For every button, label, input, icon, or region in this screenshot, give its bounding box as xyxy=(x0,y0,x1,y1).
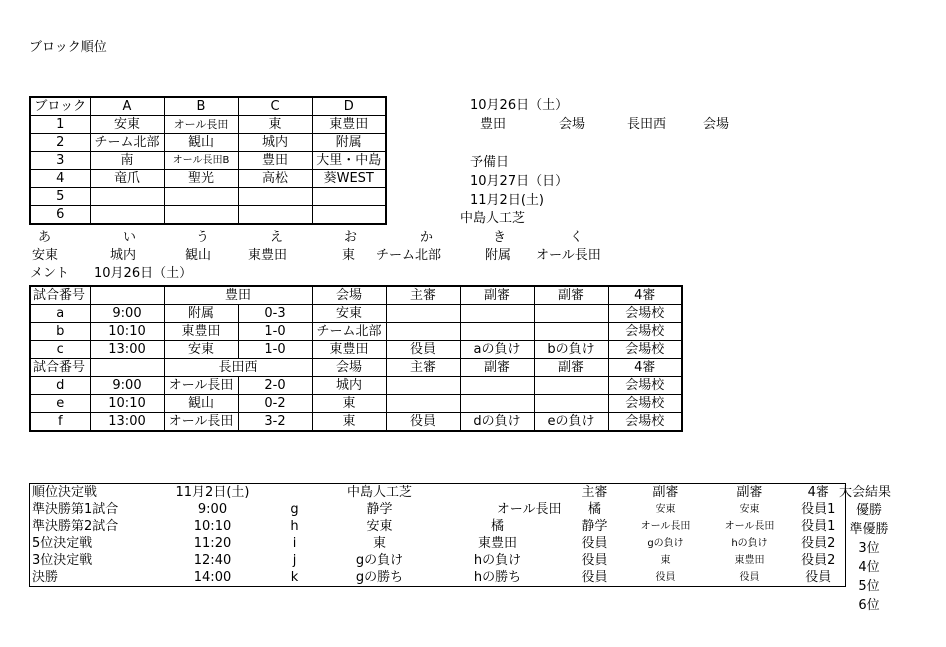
referee xyxy=(460,377,534,395)
match-name: 準決勝第2試合 xyxy=(32,519,119,534)
match-team: 城内 xyxy=(312,377,386,395)
match-name: 3位決定戦 xyxy=(32,553,93,568)
table-cell xyxy=(90,188,164,206)
table-row xyxy=(30,377,682,395)
match-time: 13:00 xyxy=(90,341,164,359)
referee: オール長田 xyxy=(724,521,775,532)
table-row xyxy=(30,518,846,535)
match-team: オール長田 xyxy=(496,502,562,517)
header-cell: 会場 xyxy=(312,359,386,377)
table-cell: 安東 xyxy=(90,116,164,134)
match-name: 決勝 xyxy=(32,570,59,585)
match-team: 安東 xyxy=(164,341,238,359)
match-team: 観山 xyxy=(164,395,238,413)
match-id: f xyxy=(30,413,90,432)
referee: bの負け xyxy=(534,341,608,359)
match-id: g xyxy=(290,502,299,517)
page-title: ブロック順位 xyxy=(29,40,107,55)
match-team: 附属 xyxy=(164,305,238,323)
match-team: gの負け xyxy=(355,553,404,568)
header-cell xyxy=(90,359,164,377)
results-title: 大会結果 xyxy=(839,485,892,500)
match-time: 9:00 xyxy=(197,502,228,517)
final-venue: 中島人工芝 xyxy=(460,211,526,226)
seed-label: え xyxy=(270,230,284,245)
table-cell: 城内 xyxy=(238,134,312,152)
table-cell: オール長田B xyxy=(164,152,238,170)
match-time: 9:00 xyxy=(90,377,164,395)
header-cell: 主審 xyxy=(581,485,608,500)
match-team: オール長田 xyxy=(164,413,238,432)
table-cell: 3 xyxy=(30,152,90,170)
match-score: 1-0 xyxy=(238,341,312,359)
match-time: 12:40 xyxy=(193,553,232,568)
referee: hの負け xyxy=(731,538,768,549)
table-cell: 聖光 xyxy=(164,170,238,188)
ranking-venue: 中島人工芝 xyxy=(346,485,412,500)
match-team: 東豊田 xyxy=(164,323,238,341)
table-row xyxy=(30,116,386,134)
referee: 役員2 xyxy=(801,553,836,568)
table-cell: 1 xyxy=(30,116,90,134)
referee: dの負け xyxy=(460,413,534,432)
referee: 安東 xyxy=(739,504,760,515)
header-cell: B xyxy=(164,97,238,116)
referee: 役員 xyxy=(805,570,832,585)
table-cell xyxy=(164,188,238,206)
table-row xyxy=(30,305,682,323)
table-cell: 6 xyxy=(30,206,90,225)
result-place: 5位 xyxy=(858,579,880,594)
table-cell: 南 xyxy=(90,152,164,170)
table-cell: 大里・中島 xyxy=(312,152,386,170)
venue-a: 豊田 xyxy=(480,117,507,132)
header-cell: 主審 xyxy=(386,359,460,377)
venue-b-suffix: 会場 xyxy=(703,117,730,132)
table-row xyxy=(30,552,846,569)
match-id: a xyxy=(30,305,90,323)
venue-name: 豊田 xyxy=(164,286,312,305)
referee: 役員 xyxy=(386,413,460,432)
referee: 役員 xyxy=(386,341,460,359)
table-row xyxy=(30,323,682,341)
match-team: 静学 xyxy=(366,502,393,517)
match-team: 橘 xyxy=(490,519,504,534)
referee: eの負け xyxy=(534,413,608,432)
ranking-date: 11月2日(土) xyxy=(175,485,250,500)
seed-label: う xyxy=(196,230,210,245)
seed-team: 附属 xyxy=(485,248,512,263)
header-cell: 4審 xyxy=(608,359,682,377)
table-row xyxy=(30,134,386,152)
header-cell: 副審 xyxy=(534,359,608,377)
match-table xyxy=(29,285,683,432)
seed-label: か xyxy=(420,230,434,245)
match-id: d xyxy=(30,377,90,395)
table-row xyxy=(30,395,682,413)
tournament-label: メント xyxy=(30,266,70,281)
referee: 会場校 xyxy=(608,377,682,395)
venue-name: 長田西 xyxy=(164,359,312,377)
seed-team: 安東 xyxy=(32,248,59,263)
header-cell: 副審 xyxy=(460,359,534,377)
table-cell: 附属 xyxy=(312,134,386,152)
seed-team: チーム北部 xyxy=(376,248,442,263)
table-row xyxy=(30,170,386,188)
seed-team: 東豊田 xyxy=(248,248,288,263)
result-place: 準優勝 xyxy=(849,522,889,537)
table-cell: チーム北部 xyxy=(90,134,164,152)
referee xyxy=(460,395,534,413)
header-cell: 4審 xyxy=(807,485,829,500)
referee: gの負け xyxy=(647,538,684,549)
date-label: 10月26日（土） xyxy=(470,98,569,113)
match-team: hの負け xyxy=(473,553,522,568)
result-place: 4位 xyxy=(858,560,880,575)
referee: aの負け xyxy=(460,341,534,359)
reserve-date: 11月2日(土) xyxy=(470,193,544,208)
header-cell: 試合番号 xyxy=(30,286,90,305)
match-team: gの勝ち xyxy=(355,570,404,585)
table-cell xyxy=(164,206,238,225)
table-row xyxy=(30,188,386,206)
seed-team: 観山 xyxy=(185,248,212,263)
seed-team: 東 xyxy=(342,248,356,263)
match-team: チーム北部 xyxy=(312,323,386,341)
header-cell: C xyxy=(238,97,312,116)
header-cell: 副審 xyxy=(534,286,608,305)
match-time: 10:10 xyxy=(193,519,232,534)
result-place: 3位 xyxy=(858,541,880,556)
ranking-header xyxy=(30,484,846,502)
result-place: 6位 xyxy=(858,598,880,613)
header-cell: 主審 xyxy=(386,286,460,305)
match-score: 2-0 xyxy=(238,377,312,395)
reserve-date: 10月27日（日） xyxy=(470,174,569,189)
match-score: 0-2 xyxy=(238,395,312,413)
table-cell: 2 xyxy=(30,134,90,152)
seed-label: い xyxy=(123,230,137,245)
seed-label: く xyxy=(570,230,584,245)
referee: 役員 xyxy=(581,536,608,551)
block-table xyxy=(29,96,387,225)
referee xyxy=(386,305,460,323)
header-cell xyxy=(90,286,164,305)
referee: 役員 xyxy=(655,572,676,583)
referee: 役員 xyxy=(581,553,608,568)
table-cell xyxy=(238,188,312,206)
referee: 役員1 xyxy=(801,502,836,517)
match-name: 準決勝第1試合 xyxy=(32,502,119,517)
match-id: k xyxy=(290,570,299,585)
referee xyxy=(386,323,460,341)
header-cell: 会場 xyxy=(312,286,386,305)
reserve-label: 予備日 xyxy=(470,155,510,170)
table-cell: 観山 xyxy=(164,134,238,152)
match-time: 14:00 xyxy=(193,570,232,585)
match-score: 3-2 xyxy=(238,413,312,432)
header-cell: 副審 xyxy=(652,485,679,500)
table-cell xyxy=(90,206,164,225)
table-row xyxy=(30,152,386,170)
match-team: 安東 xyxy=(366,519,393,534)
match-name: 5位決定戦 xyxy=(32,536,93,551)
table-cell: 竜爪 xyxy=(90,170,164,188)
table-cell xyxy=(312,188,386,206)
referee xyxy=(534,305,608,323)
match-team: 安東 xyxy=(312,305,386,323)
match-section-header xyxy=(30,359,682,377)
referee xyxy=(460,305,534,323)
seed-label: お xyxy=(344,230,358,245)
referee: 役員 xyxy=(581,570,608,585)
match-section-header xyxy=(30,286,682,305)
table-row xyxy=(30,569,846,587)
referee: 会場校 xyxy=(608,341,682,359)
match-team: 東 xyxy=(312,395,386,413)
referee: オール長田 xyxy=(640,521,691,532)
table-cell: 東豊田 xyxy=(312,116,386,134)
match-score: 1-0 xyxy=(238,323,312,341)
referee: 会場校 xyxy=(608,395,682,413)
match-id: i xyxy=(292,536,297,551)
table-cell xyxy=(312,206,386,225)
header-cell: ブロック xyxy=(30,97,90,116)
referee xyxy=(534,395,608,413)
seed-label: き xyxy=(493,230,507,245)
match-id: c xyxy=(30,341,90,359)
referee xyxy=(534,377,608,395)
referee: 役員1 xyxy=(801,519,836,534)
block-table-header xyxy=(30,97,386,116)
referee: 役員 xyxy=(739,572,760,583)
match-time: 9:00 xyxy=(90,305,164,323)
match-team: 東 xyxy=(312,413,386,432)
referee xyxy=(460,323,534,341)
venue-b: 長田西 xyxy=(627,117,667,132)
header-cell: 副審 xyxy=(736,485,763,500)
referee: 安東 xyxy=(655,504,676,515)
table-row xyxy=(30,535,846,552)
table-cell: 高松 xyxy=(238,170,312,188)
table-row xyxy=(30,206,386,225)
table-cell: オール長田 xyxy=(164,116,238,134)
referee xyxy=(386,377,460,395)
referee: 静学 xyxy=(581,519,608,534)
header-cell: 試合番号 xyxy=(30,359,90,377)
seed-team: オール長田 xyxy=(536,248,601,263)
ranking-title: 順位決定戦 xyxy=(32,485,98,500)
referee: 会場校 xyxy=(608,413,682,432)
table-cell: 東 xyxy=(238,116,312,134)
referee: 橘 xyxy=(587,502,601,517)
referee xyxy=(386,395,460,413)
seed-team: 城内 xyxy=(110,248,137,263)
match-time: 13:00 xyxy=(90,413,164,432)
table-cell: 葵WEST xyxy=(312,170,386,188)
match-id: h xyxy=(290,519,299,534)
header-cell: D xyxy=(312,97,386,116)
match-team: hの勝ち xyxy=(473,570,522,585)
match-id: e xyxy=(30,395,90,413)
result-place: 優勝 xyxy=(855,503,882,518)
match-time: 11:20 xyxy=(193,536,232,551)
match-team: 東豊田 xyxy=(312,341,386,359)
match-time: 10:10 xyxy=(90,323,164,341)
table-row xyxy=(30,341,682,359)
match-team: 東豊田 xyxy=(477,536,517,551)
match-time: 10:10 xyxy=(90,395,164,413)
referee: 会場校 xyxy=(608,305,682,323)
table-cell: 4 xyxy=(30,170,90,188)
referee: 東豊田 xyxy=(734,555,765,566)
table-row xyxy=(30,501,846,518)
match-team: オール長田 xyxy=(164,377,238,395)
ranking-table xyxy=(29,483,846,587)
venue-a-suffix: 会場 xyxy=(559,117,586,132)
referee xyxy=(534,323,608,341)
table-row xyxy=(30,413,682,432)
table-cell xyxy=(238,206,312,225)
seed-label: あ xyxy=(38,230,52,245)
tournament-date: 10月26日（土） xyxy=(94,266,193,281)
referee: 東 xyxy=(660,555,671,566)
header-cell: A xyxy=(90,97,164,116)
table-cell: 5 xyxy=(30,188,90,206)
header-cell: 副審 xyxy=(460,286,534,305)
match-id: j xyxy=(292,553,297,568)
table-cell: 豊田 xyxy=(238,152,312,170)
match-id: b xyxy=(30,323,90,341)
referee: 会場校 xyxy=(608,323,682,341)
match-team: 東 xyxy=(372,536,386,551)
referee: 役員2 xyxy=(801,536,836,551)
header-cell: 4審 xyxy=(608,286,682,305)
match-score: 0-3 xyxy=(238,305,312,323)
